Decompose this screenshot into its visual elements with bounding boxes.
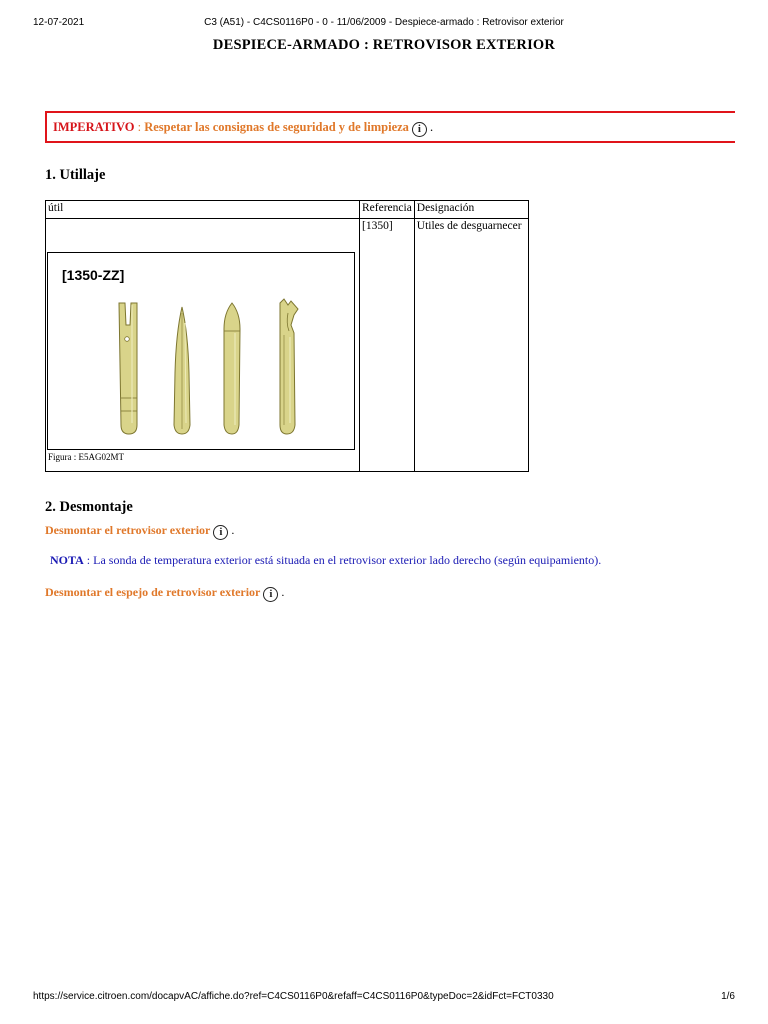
info-circle-icon[interactable]: i: [263, 587, 278, 602]
section-utillaje-heading: 1. Utillaje: [45, 167, 106, 183]
imperativo-link[interactable]: Respetar las consignas de seguridad y de limpieza: [144, 120, 409, 134]
hook-tool-drawing: [280, 299, 298, 434]
nota-text: La sonda de temperatura exterior está situada en el retrovisor exterior lado derecho (según equipamiento).: [93, 553, 602, 567]
nota-separator: :: [83, 553, 94, 567]
imperativo-tail: .: [430, 120, 434, 134]
print-date: 12-07-2021: [33, 17, 85, 28]
table-header-util: útil: [46, 201, 360, 219]
info-circle-icon[interactable]: i: [213, 525, 228, 540]
desmontar-retrovisor-link[interactable]: Desmontar el retrovisor exterior: [45, 523, 211, 537]
tools-illustration: [48, 253, 354, 449]
footer-url: https://service.citroen.com/docapvAC/affiche.do?ref=C4CS0116P0&refaff=C4CS0116P0&typeDoc=2&idFct=FCT0330: [33, 991, 554, 1002]
step1-tail: .: [231, 523, 235, 537]
figure-caption: Figura : E5AG02MT: [48, 452, 124, 462]
table-header-row: [46, 201, 529, 219]
table-cell-reference: [1350]: [360, 219, 415, 472]
page-title: DESPIECE-ARMADO : RETROVISOR EXTERIOR: [212, 37, 556, 53]
step2-tail: .: [281, 585, 285, 599]
spatula-tool-drawing: [224, 303, 240, 434]
imperativo-separator: :: [134, 120, 145, 134]
forked-tool-drawing: [119, 303, 137, 434]
spike-tool-drawing: [174, 307, 190, 434]
info-circle-icon[interactable]: i: [412, 122, 427, 137]
table-header-referencia: Referencia: [360, 201, 415, 219]
tool-figure: [47, 252, 355, 450]
table-header-designacion: Designación: [414, 201, 528, 219]
step-desmontar-retrovisor: [45, 523, 234, 540]
table-cell-designation: Utiles de desguarnecer: [414, 219, 528, 472]
figure-tool-label: [1350-ZZ]: [62, 267, 125, 283]
imperativo-text: [53, 120, 433, 137]
step-desmontar-espejo: [45, 585, 284, 602]
imperativo-label: IMPERATIVO: [53, 120, 135, 134]
page-number: 1/6: [721, 991, 735, 1002]
nota-label: NOTA: [50, 553, 84, 567]
desmontar-espejo-link[interactable]: Desmontar el espejo de retrovisor exterior: [45, 585, 261, 599]
imperativo-box: [45, 111, 735, 143]
nota-line: [50, 553, 601, 568]
document-reference: C3 (A51) - C4CS0116P0 - 0 - 11/06/2009 - Despiece-armado : Retrovisor exterior: [204, 17, 564, 28]
section-desmontaje-heading: 2. Desmontaje: [45, 499, 133, 515]
